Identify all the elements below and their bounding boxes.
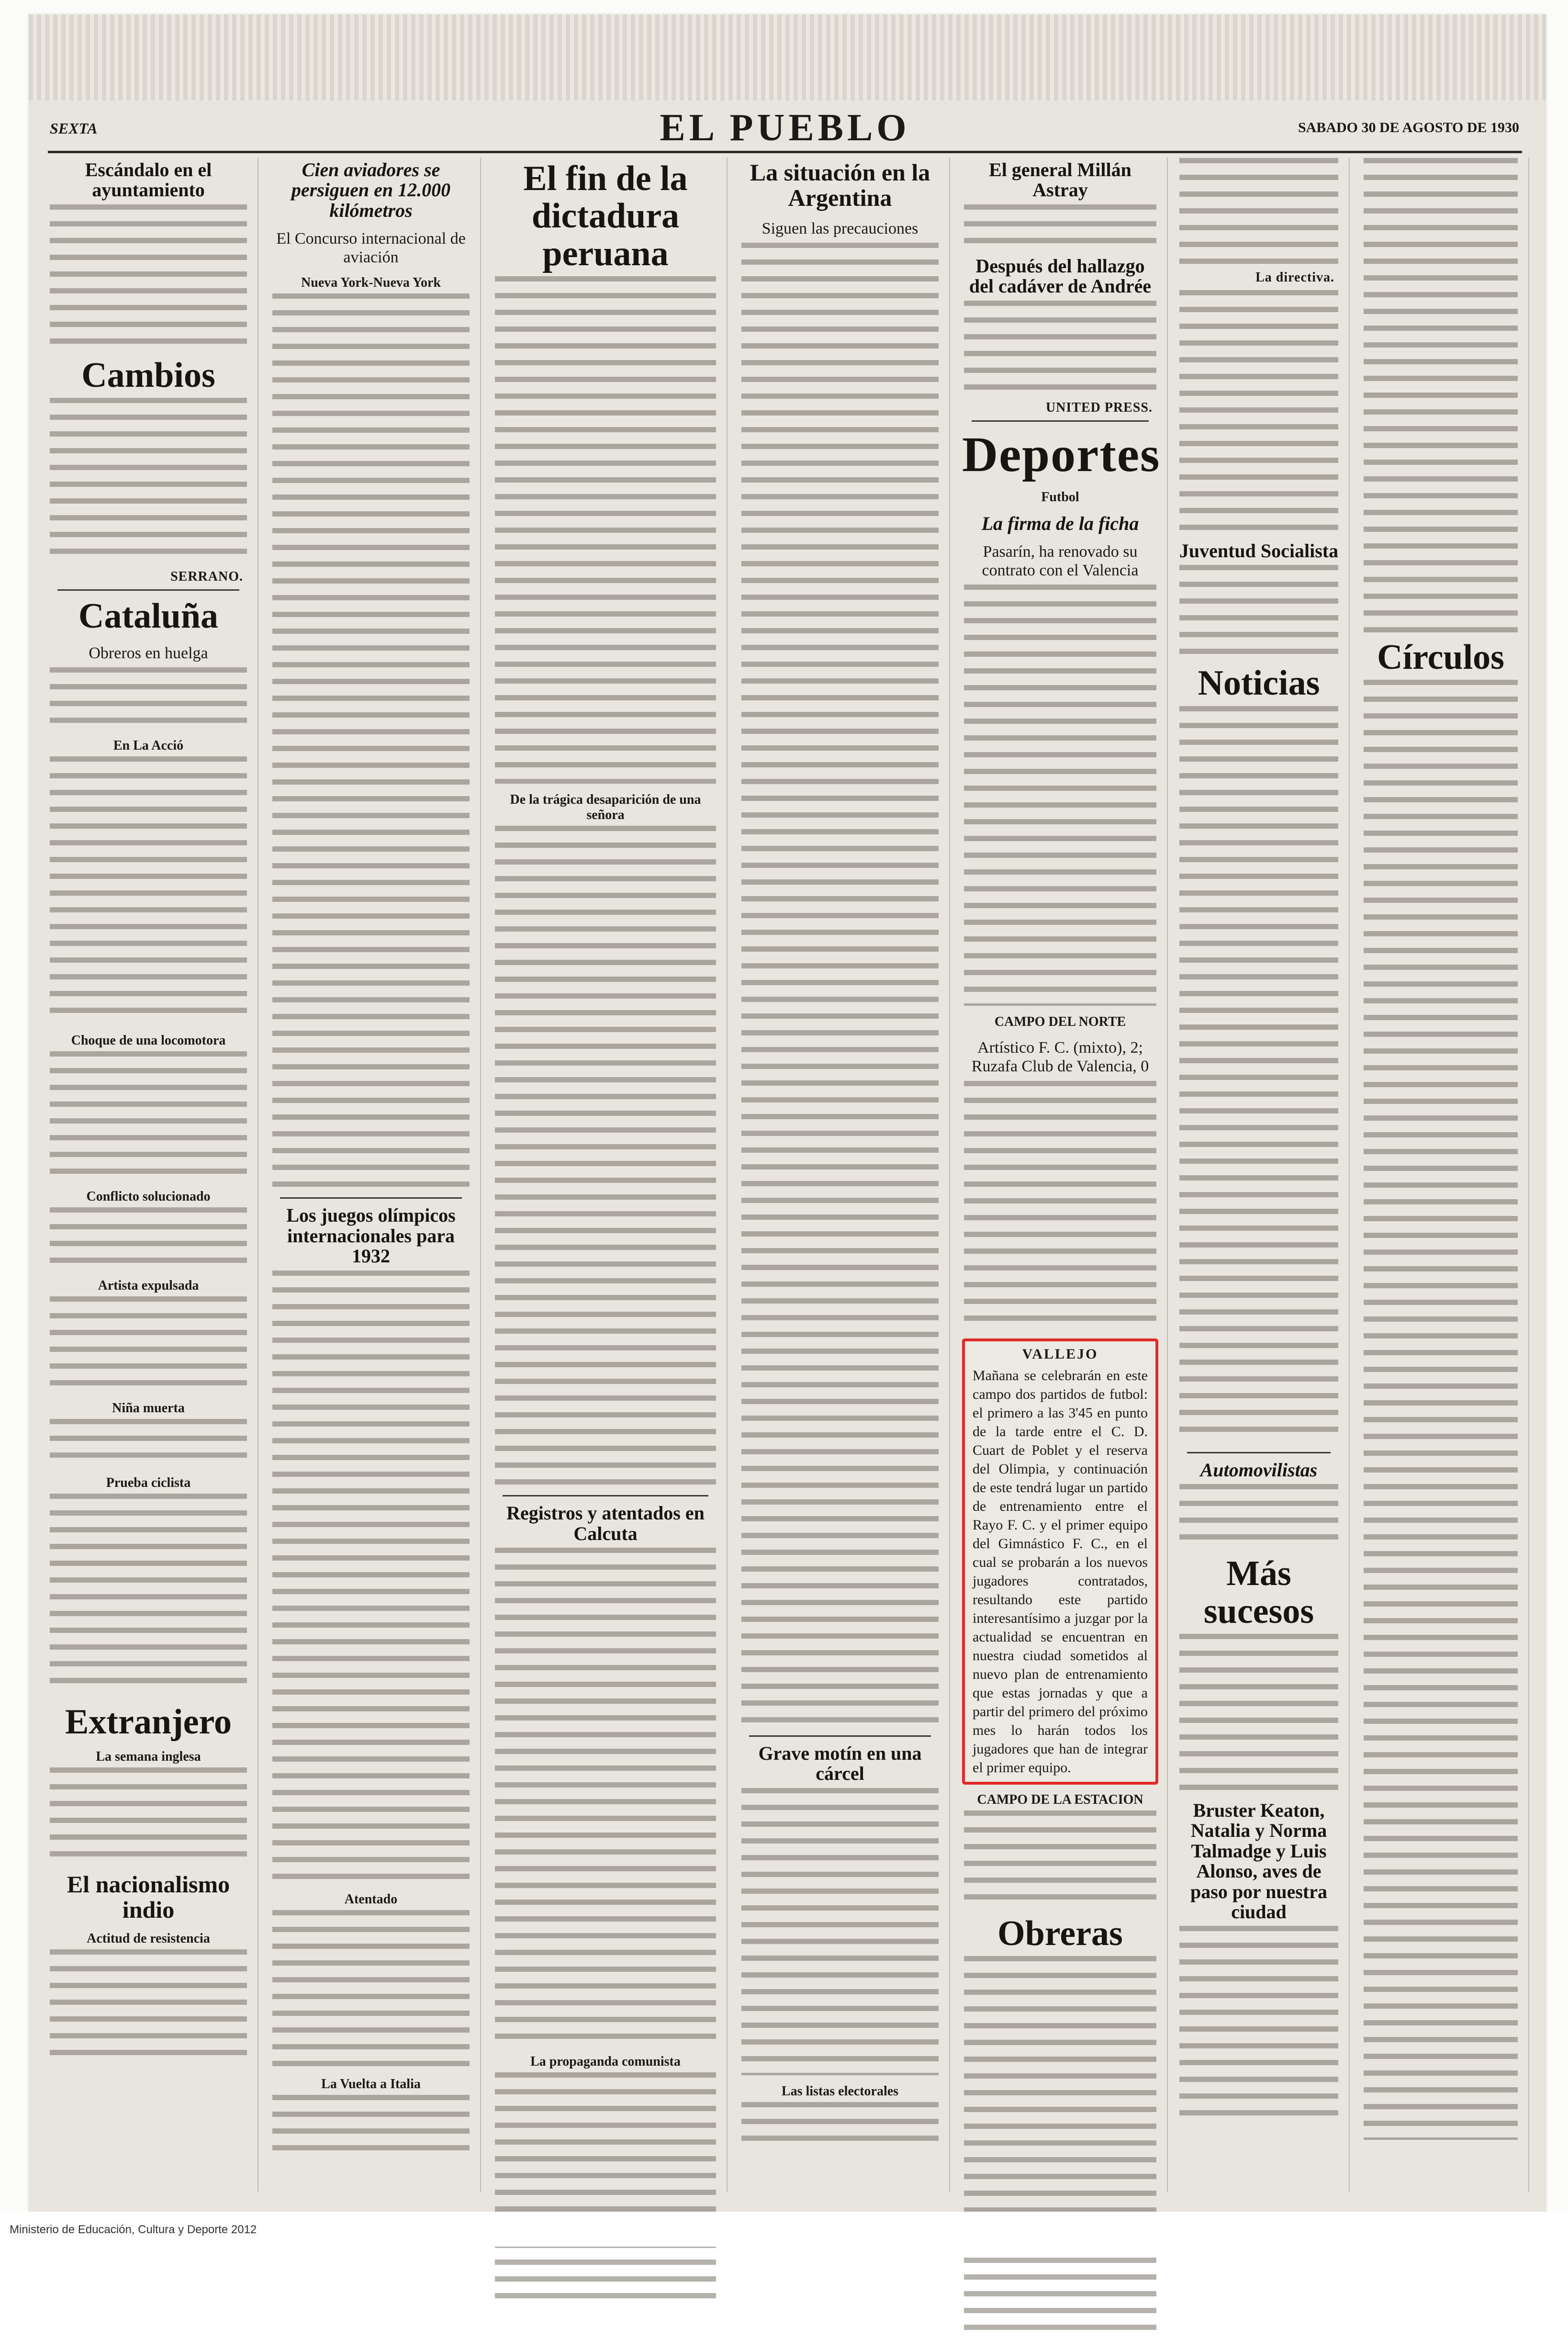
column-1 [48, 158, 249, 2193]
article-headline: Cien aviadores se persiguen en 12.000 kilómetros [291, 159, 451, 221]
paper-paste-strip [29, 14, 1546, 101]
section-headline: Más sucesos [1203, 1554, 1314, 1631]
article-headline: Registros y atentados en Calcuta [506, 1502, 705, 1544]
column-6 [1177, 158, 1340, 2193]
article-headline: La firma de la ficha [981, 512, 1139, 534]
article-kicker: La propaganda comunista [530, 2054, 681, 2069]
column-3 [493, 158, 718, 2193]
article-headline: Grave motín en una cárcel [758, 1743, 922, 1785]
article-kicker: Niña muerta [112, 1400, 185, 1416]
article-subhead: El Concurso internacional de aviación [276, 230, 466, 267]
byline: SERRANO. [170, 569, 243, 585]
article-headline: Escándalo en el ayuntamiento [85, 159, 212, 201]
article-kicker: Artista expulsada [98, 1278, 199, 1293]
article-headline: Bruster Keaton, Natalia y Norma Talmadge y Luis Alonso, aves de paso por nuestra ciudad [1190, 1799, 1327, 1923]
highlighted-notice [962, 1338, 1158, 1785]
article-subhead: Siguen las precauciones [762, 220, 918, 237]
article-headline: El fin de la dictadura peruana [523, 159, 688, 273]
byline: UNITED PRESS. [1045, 400, 1153, 415]
article-kicker: Futbol [1041, 489, 1079, 505]
article-headline: Los juegos olímpicos internacionales para 1932 [286, 1204, 456, 1267]
byline: La directiva. [1255, 270, 1334, 285]
article-kicker: Actitud de resistencia [87, 1931, 210, 1946]
article-headline: La situación en la Argentina [750, 159, 930, 211]
article-kicker: Atentado [344, 1891, 398, 1907]
article-subhead: Artístico F. C. (mixto), 2; Ruzafa Club de Valencia, 0 [971, 1039, 1149, 1076]
article-subhead: Pasarín, ha renovado su contrato con el Valencia [982, 543, 1139, 580]
section-headline: Círculos [1377, 638, 1504, 677]
article-kicker: CAMPO DEL NORTE [994, 1014, 1126, 1030]
notice-title: VALLEJO [1022, 1346, 1098, 1362]
column-7 [1362, 158, 1520, 2193]
article-headline: Juventud Socialista [1179, 540, 1339, 562]
section-label: SEXTA [50, 120, 98, 137]
article-kicker: Prueba ciclista [106, 1475, 191, 1490]
section-headline: Cambios [81, 355, 215, 395]
article-headline: El general Millán Astray [989, 159, 1131, 201]
column-2 [270, 158, 471, 2193]
article-headline: Automovilistas [1200, 1459, 1318, 1481]
section-headline: Obreras [997, 1913, 1123, 1953]
issue-date: SABADO 30 DE AGOSTO DE 1930 [1298, 120, 1519, 135]
article-kicker: Choque de una locomotora [71, 1033, 226, 1048]
article-kicker: De la trágica desaparición de una señora [510, 792, 701, 823]
article-kicker: Nueva York-Nueva York [301, 275, 441, 291]
article-kicker: Las listas electorales [781, 2083, 899, 2099]
section-headline: Cataluña [78, 596, 218, 636]
article-kicker: Conflicto solucionado [86, 1189, 211, 1204]
section-headline: Extranjero [65, 1702, 232, 1742]
newspaper-title: EL PUEBLO [660, 107, 910, 149]
column-4 [739, 158, 941, 2193]
archive-credit: Ministerio de Educación, Cultura y Deporte 2012 [10, 2223, 257, 2236]
article-subhead: Obreros en huelga [89, 644, 208, 662]
column-5 [962, 158, 1161, 2193]
article-kicker: En La Acció [113, 738, 184, 753]
footer-credit-strip [0, 2212, 1568, 2247]
newspaper-page [29, 14, 1546, 2212]
masthead [48, 105, 1522, 153]
article-kicker: La semana inglesa [96, 1749, 201, 1765]
article-kicker: CAMPO DE LA ESTACION [977, 1792, 1143, 1807]
article-kicker: La Vuelta a Italia [321, 2076, 421, 2092]
section-headline: El nacionalismo indio [67, 1871, 230, 1923]
notice-text: Mañana se celebrarán en este campo dos partidos de futbol: el primero a las 3'45 en punto de la tarde entre el C. D. Cuart de Poblet y el reserva del Olimpia, y continuación de este tendrá lugar un partido de entrenamiento entre el Rayo F. C. y el primer equipo del Gimnástico F. C., en el cual se probarán a los nuevos jugadores contratados, resultando este partido interesantísimo a juzgar por la actualidad se encuentran en nuestra ciudad sometidos al nuevo plan de entrenamiento que estas jornadas y que a partir del primero del próximo mes lo harán todos los jugadores que han de integrar el primer equipo. [973, 1367, 1148, 1776]
section-headline: Deportes [962, 427, 1161, 482]
section-headline: Noticias [1198, 663, 1320, 703]
article-headline: Después del hallazgo del cadáver de Andrée [969, 255, 1152, 297]
